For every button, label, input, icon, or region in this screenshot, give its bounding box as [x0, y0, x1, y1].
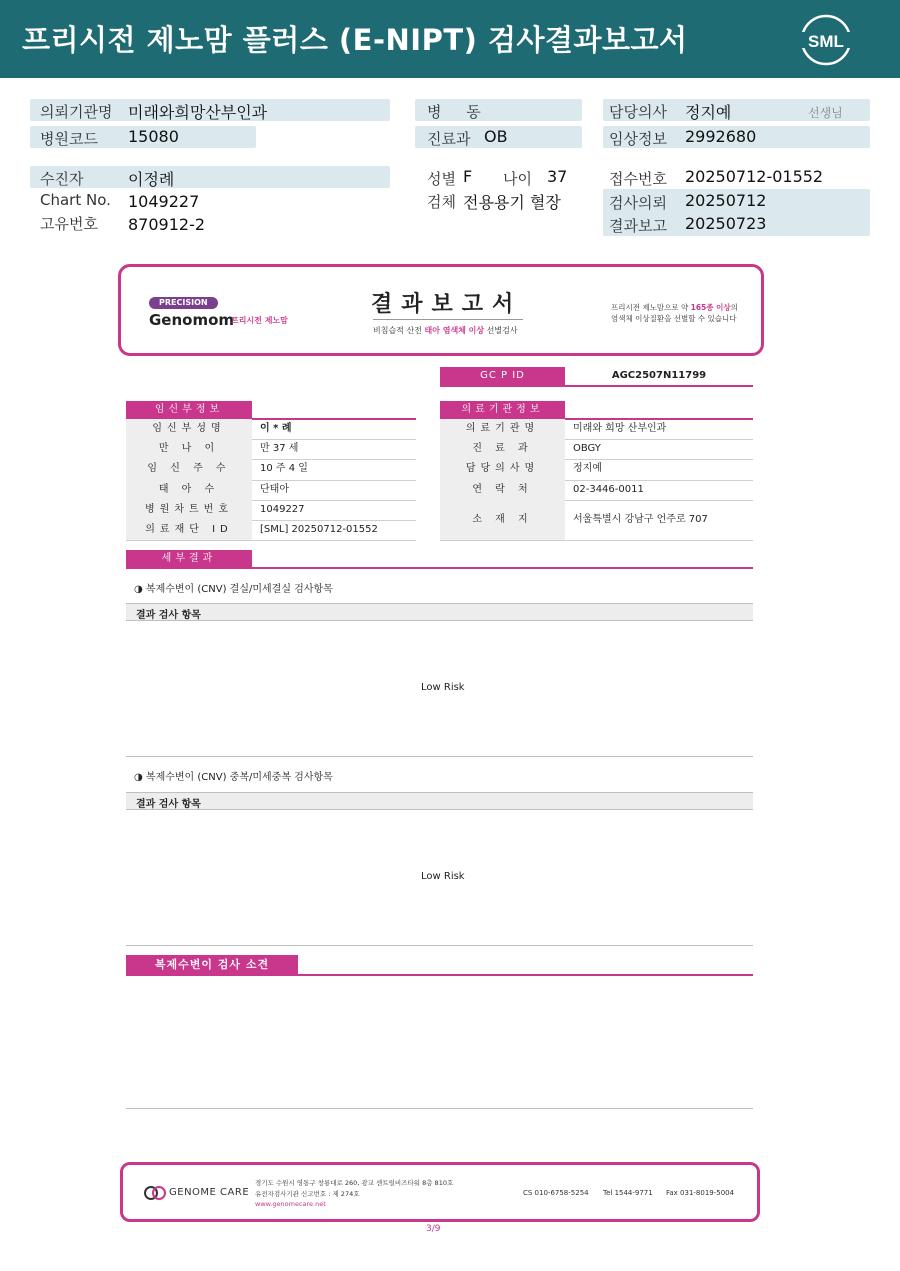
receipt-label: 접수번호: [609, 170, 667, 188]
unique-value: 870912-2: [128, 215, 206, 234]
report-subtitle: 비침습적 산전 태아 염색체 이상 선별검사: [373, 326, 518, 335]
detail-result-line: [126, 567, 753, 569]
pregnant-row-label: 태 아 수: [126, 480, 252, 500]
deletion-band: [126, 603, 753, 621]
medical-row-label: 연 락 처: [440, 480, 565, 500]
report-header-card: [118, 264, 764, 356]
report-title: 결과보고서: [371, 292, 523, 317]
report-note-1: 프리시전 제노맘으로 약 165종 이상의: [611, 303, 738, 312]
duplication-result: Low Risk: [421, 871, 465, 882]
medical-row-value: 정지예: [573, 463, 602, 475]
page-title: 프리시전 제노맘 플러스 (E-NIPT) 검사결과보고서: [22, 23, 688, 57]
patient-chip: [30, 166, 390, 188]
duplication-band-label: 결과 검사 항목: [136, 799, 201, 810]
header-bar: [0, 0, 900, 78]
pregnant-row-label: 병원차트번호: [126, 500, 252, 520]
pregnant-row-value: 단태아: [260, 483, 289, 495]
opinion-line: [126, 974, 753, 976]
institution-label: 의뢰기관명: [40, 103, 113, 121]
clinical-value: 2992680: [685, 127, 757, 146]
duplication-band: [126, 792, 753, 810]
medical-row-value: 서울특별시 강남구 언주로 707: [573, 513, 708, 525]
medical-row-value: OBGY: [573, 443, 601, 455]
pregnant-row-label: 의료재단 ID: [126, 520, 252, 540]
age-label: 나이: [503, 170, 532, 188]
medical-row-divider: [440, 540, 753, 541]
duplication-heading: ◑ 복제수변이 (CNV) 중복/미세중복 검사항목: [134, 772, 333, 783]
specimen-label: 검체: [427, 193, 456, 211]
deletion-end-line: [126, 756, 753, 757]
pregnant-row-value: 만 37 세: [260, 443, 299, 455]
genomecare-logo-icon: [143, 1185, 167, 1201]
medical-row-label: 담당의사명: [440, 459, 565, 479]
duplication-end-line: [126, 945, 753, 946]
dept-value: OB: [484, 127, 508, 146]
pregnant-row-divider: [126, 540, 416, 541]
footer-cs: CS 010-6758-5254: [523, 1189, 589, 1197]
deletion-band-label: 결과 검사 항목: [136, 610, 201, 621]
chart-label: Chart No.: [40, 191, 111, 209]
doctor-value: 정지예: [685, 103, 732, 122]
page-number: 3/9: [426, 1224, 441, 1234]
medical-info-tab: 의료기관정보: [440, 401, 565, 419]
ward-label: 병 동: [427, 103, 491, 121]
deletion-result: Low Risk: [421, 682, 465, 693]
chart-value: 1049227: [128, 192, 200, 211]
hospital-code-value: 15080: [128, 127, 179, 146]
footer-license: 유전자검사기관 신고번호 : 제 274호: [255, 1190, 360, 1198]
gcp-id-label: GC P ID: [440, 367, 565, 385]
medical-row-value: 02-3446-0011: [573, 483, 644, 495]
footer-address: 경기도 수원시 영통구 창룡대로 260, 광교 센트럴비즈타워 8층 810호: [255, 1179, 454, 1187]
unique-label: 고유번호: [40, 215, 98, 233]
receipt-value: 20250712-01552: [685, 167, 824, 186]
genomom-brand-sub: 프리시전 제노맘: [231, 316, 288, 325]
medical-row-label: 진 료 과: [440, 439, 565, 459]
pregnant-row-value: [SML] 20250712-01552: [260, 524, 378, 535]
footer-fax: Fax 031-8019-5004: [666, 1189, 735, 1197]
patient-label: 수진자: [40, 170, 84, 188]
pregnant-info-tab: 임신부정보: [126, 401, 252, 419]
footer-website[interactable]: www.genomecare.net: [255, 1200, 326, 1208]
medical-row-label: 소 재 지: [440, 500, 565, 540]
precision-badge: PRECISION: [149, 297, 218, 309]
opinion-end-line: [126, 1108, 753, 1109]
institution-value: 미래와희망산부인과: [128, 103, 268, 122]
genomom-brand: Genomom: [149, 311, 235, 329]
pregnant-row-value: 1049227: [260, 503, 305, 515]
hospital-code-label: 병원코드: [40, 130, 98, 148]
pregnant-row-label: 임 신 주 수: [126, 459, 252, 479]
footer-card: [120, 1162, 760, 1222]
sex-value: F: [463, 167, 473, 186]
doctor-suffix: 선생님: [808, 106, 843, 120]
footer-tel: Tel 1544-9771: [603, 1189, 653, 1197]
genomecare-brand: GENOME CARE: [169, 1187, 250, 1198]
gcp-id-value: AGC2507N11799: [611, 370, 707, 381]
gcp-underline: [440, 385, 753, 387]
clinical-label: 임상정보: [609, 130, 667, 148]
doctor-label: 담당의사: [609, 103, 667, 121]
detail-result-tab: 세부결과: [126, 550, 252, 568]
pregnant-row-value: 이 * 례: [260, 423, 292, 434]
sml-logo-icon: [798, 12, 854, 68]
report-note-2: 염색체 이상질환을 선별할 수 있습니다: [611, 314, 737, 323]
report-date-value: 20250723: [685, 214, 767, 233]
patient-value: 이정례: [128, 170, 175, 189]
opinion-tab: 복제수변이 검사 소견: [126, 955, 298, 975]
pregnant-row-label: 만 나 이: [126, 439, 252, 459]
medical-row-value: 미래와 희망 산부인과: [573, 423, 667, 434]
report-date-label: 결과보고: [609, 217, 667, 235]
sex-label: 성별: [427, 170, 456, 188]
report-title-divider: [373, 319, 523, 320]
dept-label: 진료과: [427, 130, 471, 148]
age-value: 37: [547, 167, 568, 186]
pregnant-row-label: 임신부성명: [126, 419, 252, 439]
medical-row-label: 의료기관명: [440, 419, 565, 439]
deletion-heading: ◑ 복제수변이 (CNV) 결실/미세결실 검사항목: [134, 584, 333, 595]
request-value: 20250712: [685, 191, 767, 210]
sml-logo-text: SML: [808, 32, 844, 51]
specimen-value: 전용용기 혈장: [463, 193, 561, 212]
request-label: 검사의뢰: [609, 194, 667, 212]
pregnant-row-value: 10 주 4 일: [260, 463, 308, 475]
